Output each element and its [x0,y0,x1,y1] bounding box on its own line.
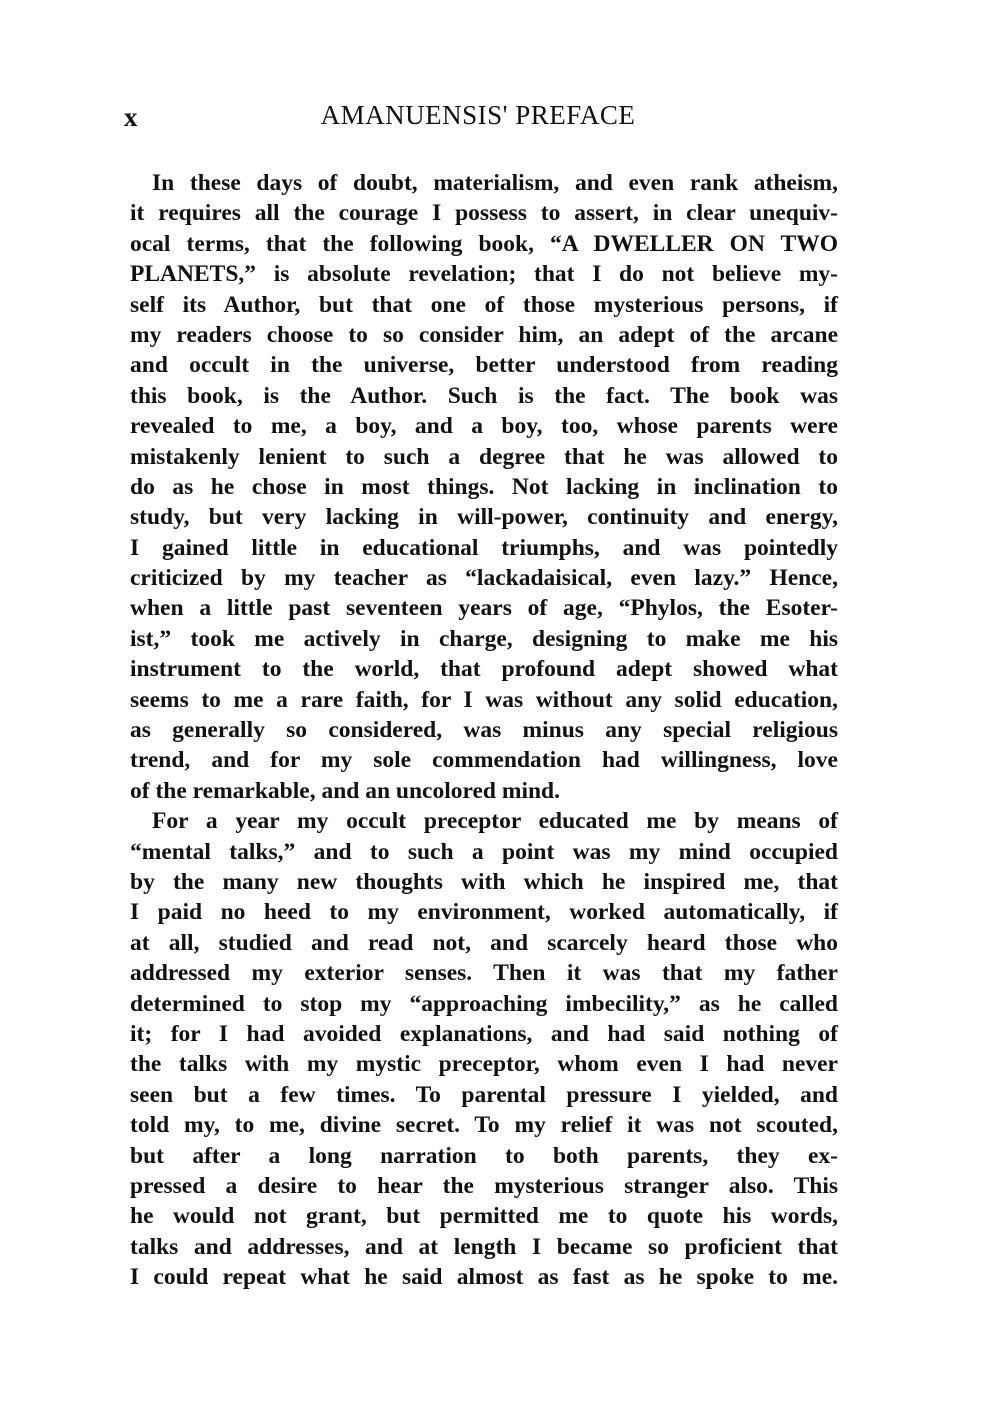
text-line: revealed to me, a boy, and a boy, too, whose parents were [130,413,838,440]
text-line: trend, and for my sole commendation had willingness, love [130,747,838,774]
text-line: as generally so considered, was minus any special religious [130,717,838,744]
text-line: I paid no heed to my environment, worked automatically, if [130,899,838,926]
text-line: told my, to me, divine secret. To my relief it was not scouted, [130,1112,838,1139]
text-line: PLANETS,” is absolute revelation; that I do not believe my- [130,261,838,288]
text-line: of the remarkable, and an uncolored mind. [130,777,560,804]
text-line: ist,” took me actively in charge, designing to make me his [130,625,838,652]
running-head [120,100,836,136]
text-line: self its Author, but that one of those mysterious persons, if [130,291,838,318]
text-line: I could repeat what he said almost as fast as he spoke to me. [130,1264,838,1291]
text-line: talks and addresses, and at length I became so proficient that [130,1233,838,1260]
text-line: it; for I had avoided explanations, and had said nothing of [130,1020,838,1047]
text-line: seems to me a rare faith, for I was without any solid education, [130,686,838,713]
text-line: For a year my occult preceptor educated me by means of [152,808,838,835]
text-line: study, but very lacking in will-power, continuity and energy, [130,504,838,531]
text-line: this book, is the Author. Such is the fact. The book was [130,382,838,409]
text-line: it requires all the courage I possess to assert, in clear unequiv- [130,200,838,227]
page-number: x [124,102,138,132]
text-line: when a little past seventeen years of age, “Phylos, the Esoter- [130,595,838,622]
text-line: determined to stop my “approaching imbecility,” as he called [130,990,838,1017]
text-line: seen but a few times. To parental pressure I yielded, and [130,1081,838,1108]
page-title: AMANUENSIS' PREFACE [320,100,636,130]
text-line: instrument to the world, that profound adept showed what [130,656,838,683]
text-line: addressed my exterior senses. Then it was that my father [130,960,838,987]
paragraph [130,168,838,806]
text-line: “mental talks,” and to such a point was my mind occupied [130,838,838,865]
text-line: ocal terms, that the following book, “A DWELLER ON TWO [130,230,838,257]
text-line: and occult in the universe, better understood from reading [130,352,838,379]
text-line: at all, studied and read not, and scarcely heard those who [130,929,838,956]
text-line: pressed a desire to hear the mysterious stranger also. This [130,1172,838,1199]
text-line: do as he chose in most things. Not lacking in inclination to [130,473,838,500]
text-line: the talks with my mystic preceptor, whom even I had never [130,1051,838,1078]
paragraph [130,806,838,1292]
text-line: but after a long narration to both parents, they ex- [130,1142,838,1169]
text-line: my readers choose to so consider him, an adept of the arcane [130,321,838,348]
text-line: criticized by my teacher as “lackadaisical, even lazy.” Hence, [130,565,838,592]
text-line: he would not grant, but permitted me to quote his words, [130,1203,838,1230]
text-line: In these days of doubt, materialism, and even rank atheism, [152,170,838,196]
text-line: mistakenly lenient to such a degree that he was allowed to [130,443,838,470]
body-text [130,168,838,1292]
text-line: by the many new thoughts with which he inspired me, that [130,868,838,895]
text-line: I gained little in educational triumphs, and was pointedly [130,534,838,561]
